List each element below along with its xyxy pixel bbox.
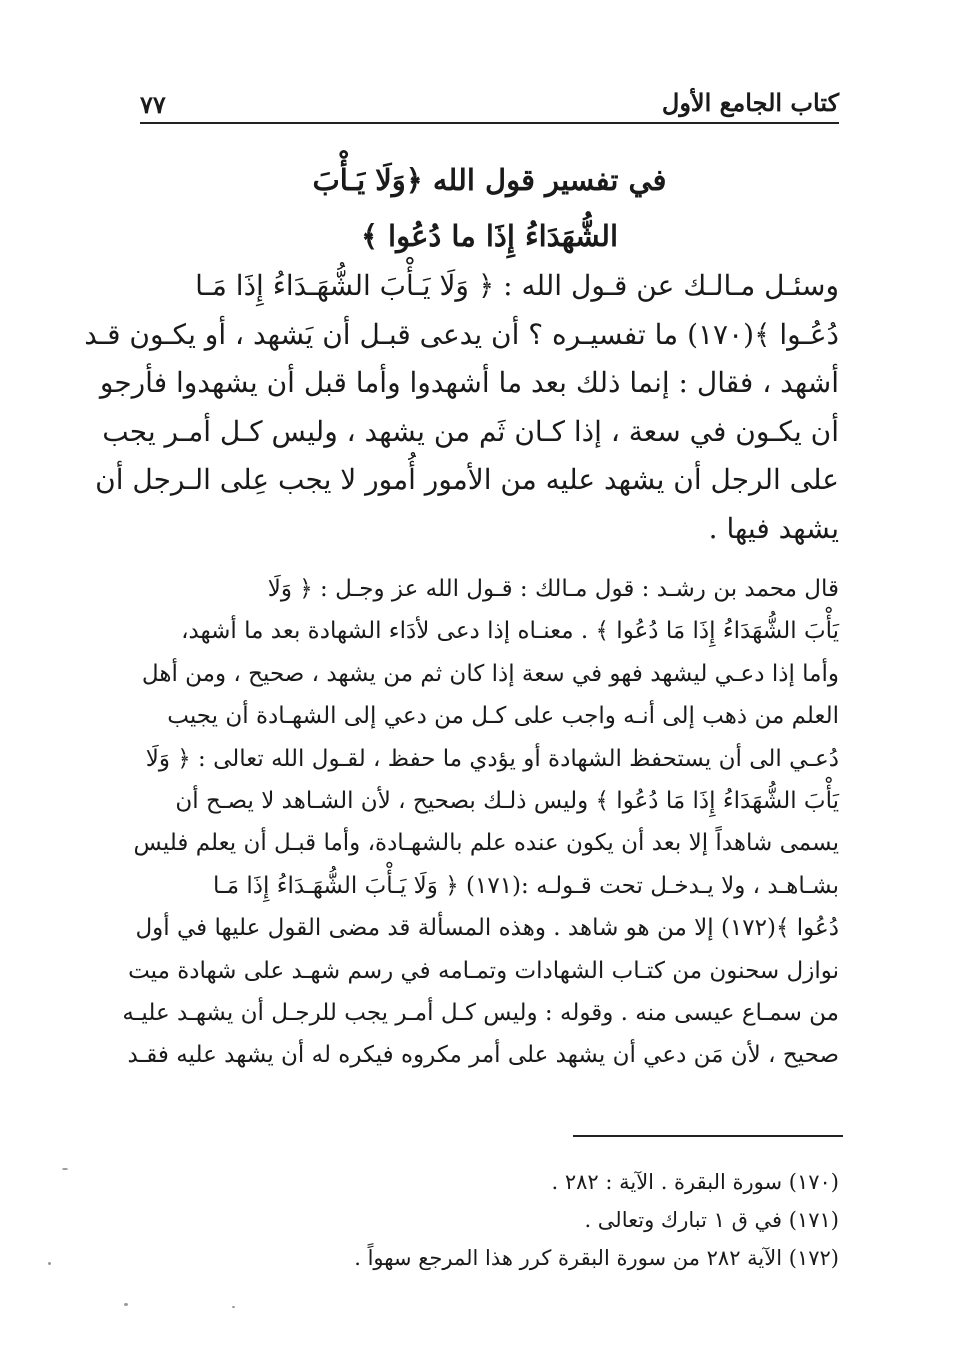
paragraph-1-line: يشهد فيها . xyxy=(708,511,839,545)
paragraph-2-line: صحيح ، لأن مَن دعي أن يشهد على أمر مكروه فيكره له أن يشهد عليه فقـد xyxy=(127,1042,839,1069)
paragraph-2-line: قال محمد بن رشـد : قول مـالك : قـول الله عز وجـل : ﴿ وَلَا xyxy=(267,576,839,602)
section-title-line-1: في تفسير قول الله ﴿وَلَا يَـأْبَ xyxy=(312,163,667,197)
footnote-171: (١٧١) في ق ١ تبارك وتعالى . xyxy=(584,1208,839,1232)
section-title xyxy=(140,152,839,264)
footnote-170: (١٧٠) سورة البقرة . الآية : ٢٨٢ . xyxy=(551,1170,839,1194)
paragraph-2-line: بشـاهـد ، ولا يـدخـل تحت قـولـه :(١٧١) ﴿ وَلَا يَـأْبَ الشُّهَـدَاءُ إِذَا مَـا xyxy=(213,872,839,899)
page-number: ٧٧ xyxy=(140,90,166,119)
footnotes xyxy=(300,1163,839,1277)
paragraph-2-line: وأما إذا دعـي ليشهد فهو في سعة إذا كان ثم من يشهد ، صحيح ، ومن أهل xyxy=(141,660,839,687)
footnote-separator xyxy=(573,1135,843,1137)
paragraph-1-line: دُعُـوا ﴾(١٧٠) ما تفسيـره ؟ أن يدعى قبـل أن يَشهد ، أو يكـون قـد xyxy=(84,317,839,351)
scan-speck xyxy=(48,1262,51,1265)
section-title-line-2: الشُّهَدَاءُ إِذَا ما دُعُوا ﴾ xyxy=(360,219,619,253)
paragraph-1-line: وسئـل مـالـك عن قـول الله : ﴿ وَلَا يَـأْبَ الشُّهَـدَاءُ إِذَا مَـا xyxy=(195,269,839,302)
paragraph-2-line: يَأْبَ الشُّهَدَاءُ إِذَا مَا دُعُوا ﴾ . معنـاه إذا دعى لأدَاء الشهادة بعد ما أشهد، xyxy=(181,618,839,645)
running-title: كتاب الجامع الأول xyxy=(661,88,839,117)
paragraph-2-line: دُعُوا ﴾(١٧٢) إلا من هو شاهد . وهذه المسألة قد مضى القول عليها في أول xyxy=(135,915,839,942)
paragraph-2-line: يَأْبَ الشُّهَدَاءُ إِذَا مَا دُعُوا ﴾ وليس ذلـك بصحيح ، لأن الشـاهد لا يصـح أن xyxy=(175,788,839,815)
paragraph-1-line: أن يكـون في سعة ، إذا كـان ثَم من يشهد ، وليس كـل أمـر يجب xyxy=(102,414,839,448)
scan-speck xyxy=(232,1306,235,1308)
paragraph-2-line: يسمى شاهداً إلا بعد أن يكون عنده علم بالشهـادة، وأما قبـل أن يعلم فليس xyxy=(133,830,839,857)
page-header xyxy=(140,86,839,124)
paragraph-2-line: نوازل سحنون من كتـاب الشهادات وتمـامه في رسم شهـد على شهادة ميت xyxy=(128,957,839,984)
scan-speck xyxy=(124,1303,128,1306)
paragraph-2-line: دُعـي الى أن يستحفظ الشهادة أو يؤدي ما حفظ ، لقـول الله تعالى : ﴿ وَلَا xyxy=(145,745,839,772)
paragraph-1-line: على الرجل أن يشهد عليه من الأمور أُمور لا يجب عِلى الـرجل أن xyxy=(95,463,839,496)
paragraph-2-line: العلم من ذهب إلى أنـه واجب على كـل من دعي إلى الشهـادة أن يجيب xyxy=(167,703,839,730)
paragraph-1 xyxy=(84,262,839,553)
paragraph-2 xyxy=(122,568,839,1077)
paragraph-1-line: أشهد ، فقال : إنما ذلك بعد ما أشهدوا وأما قبل أن يشهدوا فأرجو xyxy=(99,366,839,399)
paragraph-2-line: من سمـاع عيسى منه . وقوله : وليس كـل أمـر يجب للرجـل أن يشهـد عليـه xyxy=(122,1000,839,1027)
scan-speck xyxy=(62,1168,68,1170)
footnote-172: (١٧٢) الآية ٢٨٢ من سورة البقرة كرر هذا المرجع سهواً . xyxy=(354,1246,839,1270)
